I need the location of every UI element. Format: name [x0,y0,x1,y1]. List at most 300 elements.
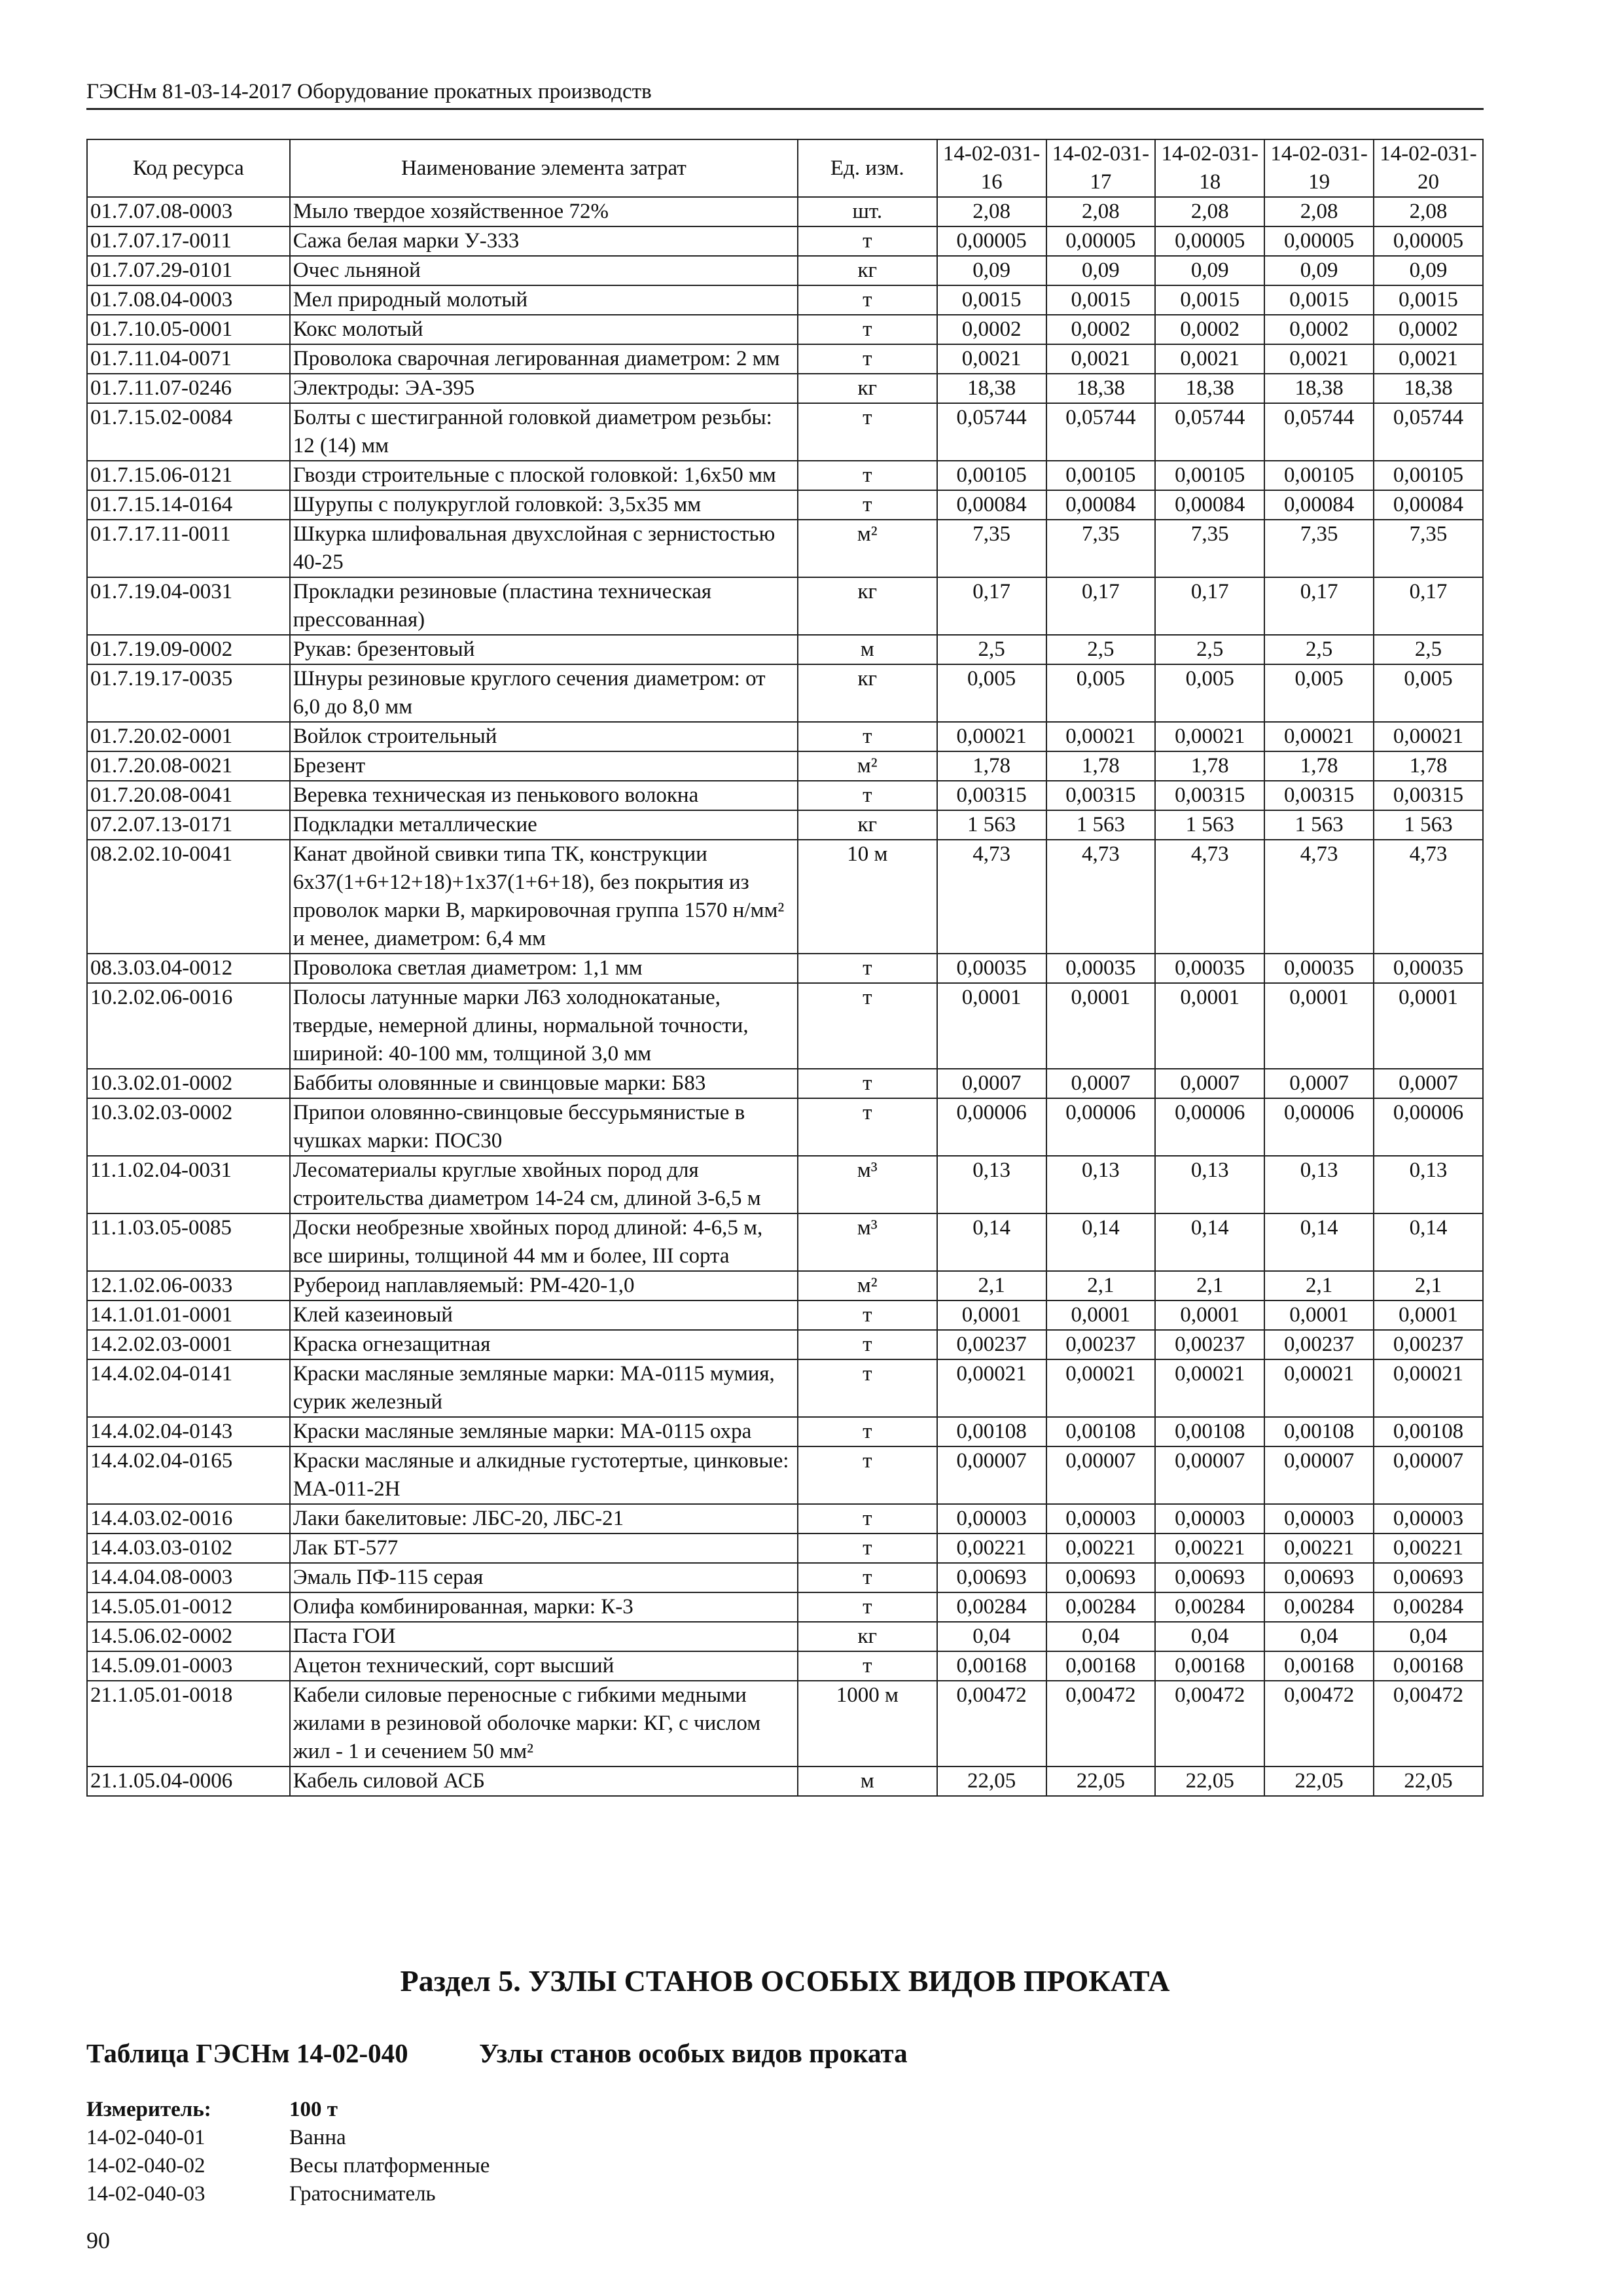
resource-name: Веревка техническая из пенькового волокна [290,781,798,810]
column-header-norm: 14-02-031-17 [1046,139,1156,197]
norm-value: 0,0021 [1264,344,1374,374]
resource-code: 08.2.02.10-0041 [87,840,290,954]
norm-value: 0,005 [1374,664,1483,722]
resource-code: 08.3.03.04-0012 [87,954,290,983]
resource-unit: т [798,954,937,983]
norm-value: 0,00021 [1046,722,1156,751]
resource-name: Подкладки металлические [290,810,798,840]
norm-value: 0,00035 [1374,954,1483,983]
norm-value: 0,0001 [1374,1300,1483,1330]
norm-value: 0,00003 [1155,1504,1264,1534]
norm-value: 0,0002 [1046,315,1156,344]
resource-unit: т [798,226,937,256]
resource-code: 14.5.06.02-0002 [87,1622,290,1651]
resource-code: 01.7.11.04-0071 [87,344,290,374]
norm-value: 0,005 [1264,664,1374,722]
norm-value: 0,0001 [1264,1300,1374,1330]
norm-value: 0,09 [1264,256,1374,285]
norm-value: 0,13 [1046,1156,1156,1213]
norm-value: 0,00007 [1155,1446,1264,1504]
norm-value: 0,00168 [937,1651,1046,1681]
table-row [87,226,1483,256]
resource-unit: т [798,781,937,810]
resource-unit: м [798,635,937,664]
resource-code: 14.4.04.08-0003 [87,1563,290,1592]
norm-value: 0,00221 [1046,1534,1156,1563]
resource-unit: м³ [798,1156,937,1213]
resource-name: Шурупы с полукруглой головкой: 3,5x35 мм [290,490,798,520]
norm-value: 0,14 [1155,1213,1264,1271]
resource-unit: т [798,1417,937,1446]
resource-code: 14.5.05.01-0012 [87,1592,290,1622]
resource-name: Клей казеиновый [290,1300,798,1330]
resource-table [86,139,1484,1797]
norm-value: 18,38 [1264,374,1374,403]
resource-unit: т [798,1504,937,1534]
table-row [87,256,1483,285]
norm-value: 0,0021 [1046,344,1156,374]
resource-name: Шнуры резиновые круглого сечения диаметром: от 6,0 до 8,0 мм [290,664,798,722]
norm-value: 2,08 [1264,197,1374,226]
resource-code: 21.1.05.04-0006 [87,1767,290,1796]
item-code: 14-02-040-01 [86,2126,205,2149]
norm-value: 0,0007 [1046,1069,1156,1098]
resource-code: 21.1.05.01-0018 [87,1681,290,1767]
norm-value: 2,1 [937,1271,1046,1300]
norm-value: 0,0002 [1374,315,1483,344]
norm-value: 0,00105 [1264,461,1374,490]
norm-value: 0,00315 [1374,781,1483,810]
resource-name: Брезент [290,751,798,781]
norm-value: 0,0021 [1155,344,1264,374]
resource-name: Краски масляные земляные марки: МА-0115 мумия, сурик железный [290,1359,798,1417]
norm-value: 4,73 [1374,840,1483,954]
norm-value: 0,0007 [937,1069,1046,1098]
norm-value: 0,00472 [1264,1681,1374,1767]
resource-name: Войлок строительный [290,722,798,751]
list-item [86,2124,490,2152]
norm-value: 0,05744 [1046,403,1156,461]
norm-value: 2,1 [1046,1271,1156,1300]
norm-value: 0,00021 [937,722,1046,751]
table-row [87,664,1483,722]
norm-value: 0,00693 [1264,1563,1374,1592]
table-row [87,1651,1483,1681]
resource-code: 14.4.02.04-0143 [87,1417,290,1446]
resource-name: Лак БТ-577 [290,1534,798,1563]
resource-unit: м² [798,520,937,577]
norm-value: 0,00003 [1046,1504,1156,1534]
norm-value: 0,0007 [1264,1069,1374,1098]
norm-value: 0,0001 [1264,983,1374,1069]
norm-value: 0,04 [1264,1622,1374,1651]
resource-name: Болты с шестигранной головкой диаметром резьбы: 12 (14) мм [290,403,798,461]
resource-code: 01.7.20.08-0021 [87,751,290,781]
meter-block [86,2096,490,2208]
resource-name: Электроды: ЭА-395 [290,374,798,403]
norm-value: 0,00221 [937,1534,1046,1563]
table-row [87,520,1483,577]
resource-unit: кг [798,374,937,403]
norm-value: 18,38 [937,374,1046,403]
resource-name: Лаки бакелитовые: ЛБС-20, ЛБС-21 [290,1504,798,1534]
resource-name: Рубероид наплавляемый: РМ-420-1,0 [290,1271,798,1300]
resource-unit: т [798,1563,937,1592]
norm-value: 0,00693 [937,1563,1046,1592]
norm-value: 7,35 [1046,520,1156,577]
resource-name: Ацетон технический, сорт высший [290,1651,798,1681]
norm-value: 0,00221 [1155,1534,1264,1563]
norm-value: 0,14 [1046,1213,1156,1271]
resource-unit: т [798,315,937,344]
resource-unit: т [798,1651,937,1681]
norm-value: 0,00003 [937,1504,1046,1534]
table-row [87,1417,1483,1446]
norm-value: 0,00084 [1264,490,1374,520]
table-row [87,403,1483,461]
table-row [87,1069,1483,1098]
resource-code: 14.4.02.04-0165 [87,1446,290,1504]
table-body [87,197,1483,1796]
resource-unit: т [798,285,937,315]
resource-unit: м [798,1767,937,1796]
norm-value: 0,00021 [1155,722,1264,751]
norm-value: 7,35 [1155,520,1264,577]
norm-value: 18,38 [1374,374,1483,403]
norm-value: 0,00084 [1155,490,1264,520]
resource-unit: кг [798,256,937,285]
resource-name: Краски масляные земляные марки: МА-0115 охра [290,1417,798,1446]
table-row [87,1098,1483,1156]
table-row [87,751,1483,781]
norm-value: 1 563 [1155,810,1264,840]
resource-unit: кг [798,664,937,722]
resource-unit: т [798,490,937,520]
table-row [87,344,1483,374]
resource-name: Мыло твердое хозяйственное 72% [290,197,798,226]
column-header-norm: 14-02-031-16 [937,139,1046,197]
resource-unit: т [798,1534,937,1563]
norm-value: 0,14 [1264,1213,1374,1271]
norm-value: 0,00021 [1264,722,1374,751]
resource-code: 01.7.19.04-0031 [87,577,290,635]
norm-value: 0,0015 [1264,285,1374,315]
norm-value: 0,09 [1374,256,1483,285]
norm-value: 0,0015 [1155,285,1264,315]
norm-value: 0,00007 [937,1446,1046,1504]
resource-code: 10.3.02.03-0002 [87,1098,290,1156]
norm-value: 22,05 [937,1767,1046,1796]
norm-value: 0,17 [1046,577,1156,635]
norm-value: 0,0021 [937,344,1046,374]
norm-value: 0,00237 [1155,1330,1264,1359]
norm-value: 7,35 [1374,520,1483,577]
table-row [87,781,1483,810]
norm-value: 1,78 [1155,751,1264,781]
norm-value: 0,00168 [1264,1651,1374,1681]
table-row [87,1359,1483,1417]
norm-value: 0,00693 [1155,1563,1264,1592]
table-row [87,1767,1483,1796]
norm-value: 0,0007 [1374,1069,1483,1098]
resource-unit: т [798,403,937,461]
norm-value: 2,1 [1155,1271,1264,1300]
resource-code: 01.7.20.02-0001 [87,722,290,751]
resource-name: Краски масляные и алкидные густотертые, цинковые: МА-011-2Н [290,1446,798,1504]
norm-value: 0,00021 [937,1359,1046,1417]
norm-value: 0,005 [1155,664,1264,722]
norm-value: 0,13 [1374,1156,1483,1213]
table-row [87,1271,1483,1300]
norm-value: 2,5 [1155,635,1264,664]
norm-value: 22,05 [1264,1767,1374,1796]
resource-code: 11.1.02.04-0031 [87,1156,290,1213]
resource-code: 14.5.09.01-0003 [87,1651,290,1681]
norm-value: 7,35 [1264,520,1374,577]
resource-unit: т [798,1069,937,1098]
table-row [87,1592,1483,1622]
table-row [87,1300,1483,1330]
norm-value: 1 563 [1374,810,1483,840]
norm-value: 0,00472 [937,1681,1046,1767]
norm-value: 2,5 [1046,635,1156,664]
resource-code: 01.7.07.29-0101 [87,256,290,285]
norm-value: 0,0001 [1155,1300,1264,1330]
column-header-unit: Ед. изм. [798,139,937,197]
resource-name: Паста ГОИ [290,1622,798,1651]
table-row [87,374,1483,403]
resource-name: Очес льняной [290,256,798,285]
norm-value: 0,14 [1374,1213,1483,1271]
column-header-norm: 14-02-031-18 [1155,139,1264,197]
resource-code: 14.4.03.03-0102 [87,1534,290,1563]
resource-name: Кокс молотый [290,315,798,344]
table-number: Таблица ГЭСНм 14-02-040 [86,2038,408,2068]
norm-value: 0,00035 [1046,954,1156,983]
table-row [87,285,1483,315]
resource-unit: т [798,983,937,1069]
resource-unit: 10 м [798,840,937,954]
resource-code: 07.2.07.13-0171 [87,810,290,840]
resource-code: 01.7.15.02-0084 [87,403,290,461]
norm-value: 0,00284 [1374,1592,1483,1622]
norm-value: 1 563 [1046,810,1156,840]
column-header-norm: 14-02-031-19 [1264,139,1374,197]
norm-value: 1,78 [1374,751,1483,781]
norm-value: 0,00005 [937,226,1046,256]
norm-value: 0,00284 [1155,1592,1264,1622]
resource-name: Краска огнезащитная [290,1330,798,1359]
resource-code: 12.1.02.06-0033 [87,1271,290,1300]
norm-value: 0,17 [937,577,1046,635]
norm-value: 0,13 [1264,1156,1374,1213]
norm-value: 0,0007 [1155,1069,1264,1098]
norm-value: 0,00007 [1374,1446,1483,1504]
table-row [87,1213,1483,1271]
norm-value: 0,00003 [1374,1504,1483,1534]
norm-value: 0,09 [1155,256,1264,285]
table-row [87,1563,1483,1592]
resource-code: 10.3.02.01-0002 [87,1069,290,1098]
norm-value: 0,0001 [1155,983,1264,1069]
meter-row [86,2096,490,2124]
norm-value: 0,00472 [1046,1681,1156,1767]
norm-value: 0,005 [1046,664,1156,722]
norm-value: 0,0002 [1264,315,1374,344]
norm-value: 0,17 [1374,577,1483,635]
norm-value: 0,00105 [1374,461,1483,490]
norm-value: 2,5 [937,635,1046,664]
norm-value: 2,08 [937,197,1046,226]
resource-code: 01.7.20.08-0041 [87,781,290,810]
resource-name: Кабели силовые переносные с гибкими медными жилами в резиновой оболочке марки: КГ, с числом жил - 1 и сечением 50 мм² [290,1681,798,1767]
norm-value: 0,00221 [1374,1534,1483,1563]
norm-value: 0,05744 [937,403,1046,461]
table-name: Узлы станов особых видов проката [479,2038,908,2068]
table-title [86,2037,908,2069]
norm-value: 0,09 [937,256,1046,285]
resource-code: 10.2.02.06-0016 [87,983,290,1069]
norm-value: 0,00006 [1155,1098,1264,1156]
resource-code: 01.7.11.07-0246 [87,374,290,403]
norm-value: 22,05 [1155,1767,1264,1796]
resource-name: Сажа белая марки У-333 [290,226,798,256]
resource-code: 14.1.01.01-0001 [87,1300,290,1330]
norm-value: 1 563 [1264,810,1374,840]
resource-unit: т [798,1592,937,1622]
item-name: Гратосниматель [289,2182,436,2206]
resource-unit: т [798,722,937,751]
resource-unit: т [798,1300,937,1330]
resource-unit: м² [798,751,937,781]
norm-value: 0,00237 [1374,1330,1483,1359]
norm-value: 1,78 [1264,751,1374,781]
resource-code: 01.7.08.04-0003 [87,285,290,315]
resource-unit: т [798,1446,937,1504]
norm-value: 2,5 [1264,635,1374,664]
table-row [87,840,1483,954]
norm-value: 0,0015 [937,285,1046,315]
norm-value: 0,00105 [1155,461,1264,490]
norm-value: 0,0001 [1374,983,1483,1069]
resource-unit: т [798,344,937,374]
resource-unit: м³ [798,1213,937,1271]
norm-value: 0,0001 [937,1300,1046,1330]
norm-value: 0,00005 [1374,226,1483,256]
norm-value: 0,00315 [1264,781,1374,810]
norm-value: 0,05744 [1155,403,1264,461]
norm-value: 0,00003 [1264,1504,1374,1534]
table-row [87,1534,1483,1563]
norm-value: 0,005 [937,664,1046,722]
norm-value: 0,00472 [1155,1681,1264,1767]
table-row [87,983,1483,1069]
table-row [87,1156,1483,1213]
table-row [87,1681,1483,1767]
resource-name: Полосы латунные марки Л63 холоднокатаные, твердые, немерной длины, нормальной точности, шириной: 40-100 мм, толщиной 3,0 мм [290,983,798,1069]
resource-name: Олифа комбинированная, марки: К-3 [290,1592,798,1622]
table-row [87,461,1483,490]
norm-value: 0,13 [937,1156,1046,1213]
norm-value: 0,00084 [937,490,1046,520]
norm-value: 7,35 [937,520,1046,577]
norm-value: 0,00693 [1374,1563,1483,1592]
norm-value: 0,00168 [1155,1651,1264,1681]
norm-value: 0,00472 [1374,1681,1483,1767]
norm-value: 18,38 [1046,374,1156,403]
norm-value: 2,5 [1374,635,1483,664]
column-header-norm: 14-02-031-20 [1374,139,1483,197]
norm-value: 0,00084 [1046,490,1156,520]
resource-unit: кг [798,810,937,840]
resource-code: 01.7.15.06-0121 [87,461,290,490]
column-header-code: Код ресурса [87,139,290,197]
norm-value: 0,00284 [1046,1592,1156,1622]
norm-value: 0,04 [1374,1622,1483,1651]
resource-unit: т [798,1330,937,1359]
table-row [87,490,1483,520]
norm-value: 4,73 [937,840,1046,954]
table-row [87,1330,1483,1359]
resource-name: Прокладки резиновые (пластина техническая прессованная) [290,577,798,635]
table-row [87,1622,1483,1651]
table-row [87,1504,1483,1534]
table-row [87,577,1483,635]
page-number: 90 [86,2227,110,2253]
resource-code: 01.7.07.17-0011 [87,226,290,256]
norm-value: 0,0021 [1374,344,1483,374]
norm-value: 0,00021 [1374,722,1483,751]
resource-code: 01.7.17.11-0011 [87,520,290,577]
norm-value: 18,38 [1155,374,1264,403]
resource-code: 11.1.03.05-0085 [87,1213,290,1271]
resource-unit: т [798,1098,937,1156]
norm-value: 0,00021 [1046,1359,1156,1417]
item-code: 14-02-040-03 [86,2182,205,2206]
norm-value: 0,05744 [1264,403,1374,461]
norm-value: 0,0002 [1155,315,1264,344]
norm-value: 2,08 [1155,197,1264,226]
resource-code: 14.4.02.04-0141 [87,1359,290,1417]
resource-name: Проволока сварочная легированная диаметром: 2 мм [290,344,798,374]
table-row [87,197,1483,226]
norm-value: 0,09 [1046,256,1156,285]
table-row [87,1446,1483,1504]
norm-value: 1,78 [1046,751,1156,781]
norm-value: 0,00284 [937,1592,1046,1622]
table-row [87,810,1483,840]
resource-unit: т [798,1359,937,1417]
resource-name: Эмаль ПФ-115 серая [290,1563,798,1592]
resource-unit: м² [798,1271,937,1300]
norm-value: 0,04 [1155,1622,1264,1651]
norm-value: 0,13 [1155,1156,1264,1213]
norm-value: 0,00021 [1374,1359,1483,1417]
norm-value: 0,00168 [1374,1651,1483,1681]
norm-value: 0,0002 [937,315,1046,344]
resource-code: 01.7.07.08-0003 [87,197,290,226]
resource-name: Гвозди строительные с плоской головкой: 1,6x50 мм [290,461,798,490]
resource-unit: 1000 м [798,1681,937,1767]
norm-value: 0,00005 [1155,226,1264,256]
resource-code: 01.7.19.09-0002 [87,635,290,664]
norm-value: 0,00108 [1155,1417,1264,1446]
resource-unit: кг [798,577,937,635]
resource-unit: шт. [798,197,937,226]
norm-value: 0,00284 [1264,1592,1374,1622]
resource-code: 01.7.15.14-0164 [87,490,290,520]
table-header-row [87,139,1483,197]
